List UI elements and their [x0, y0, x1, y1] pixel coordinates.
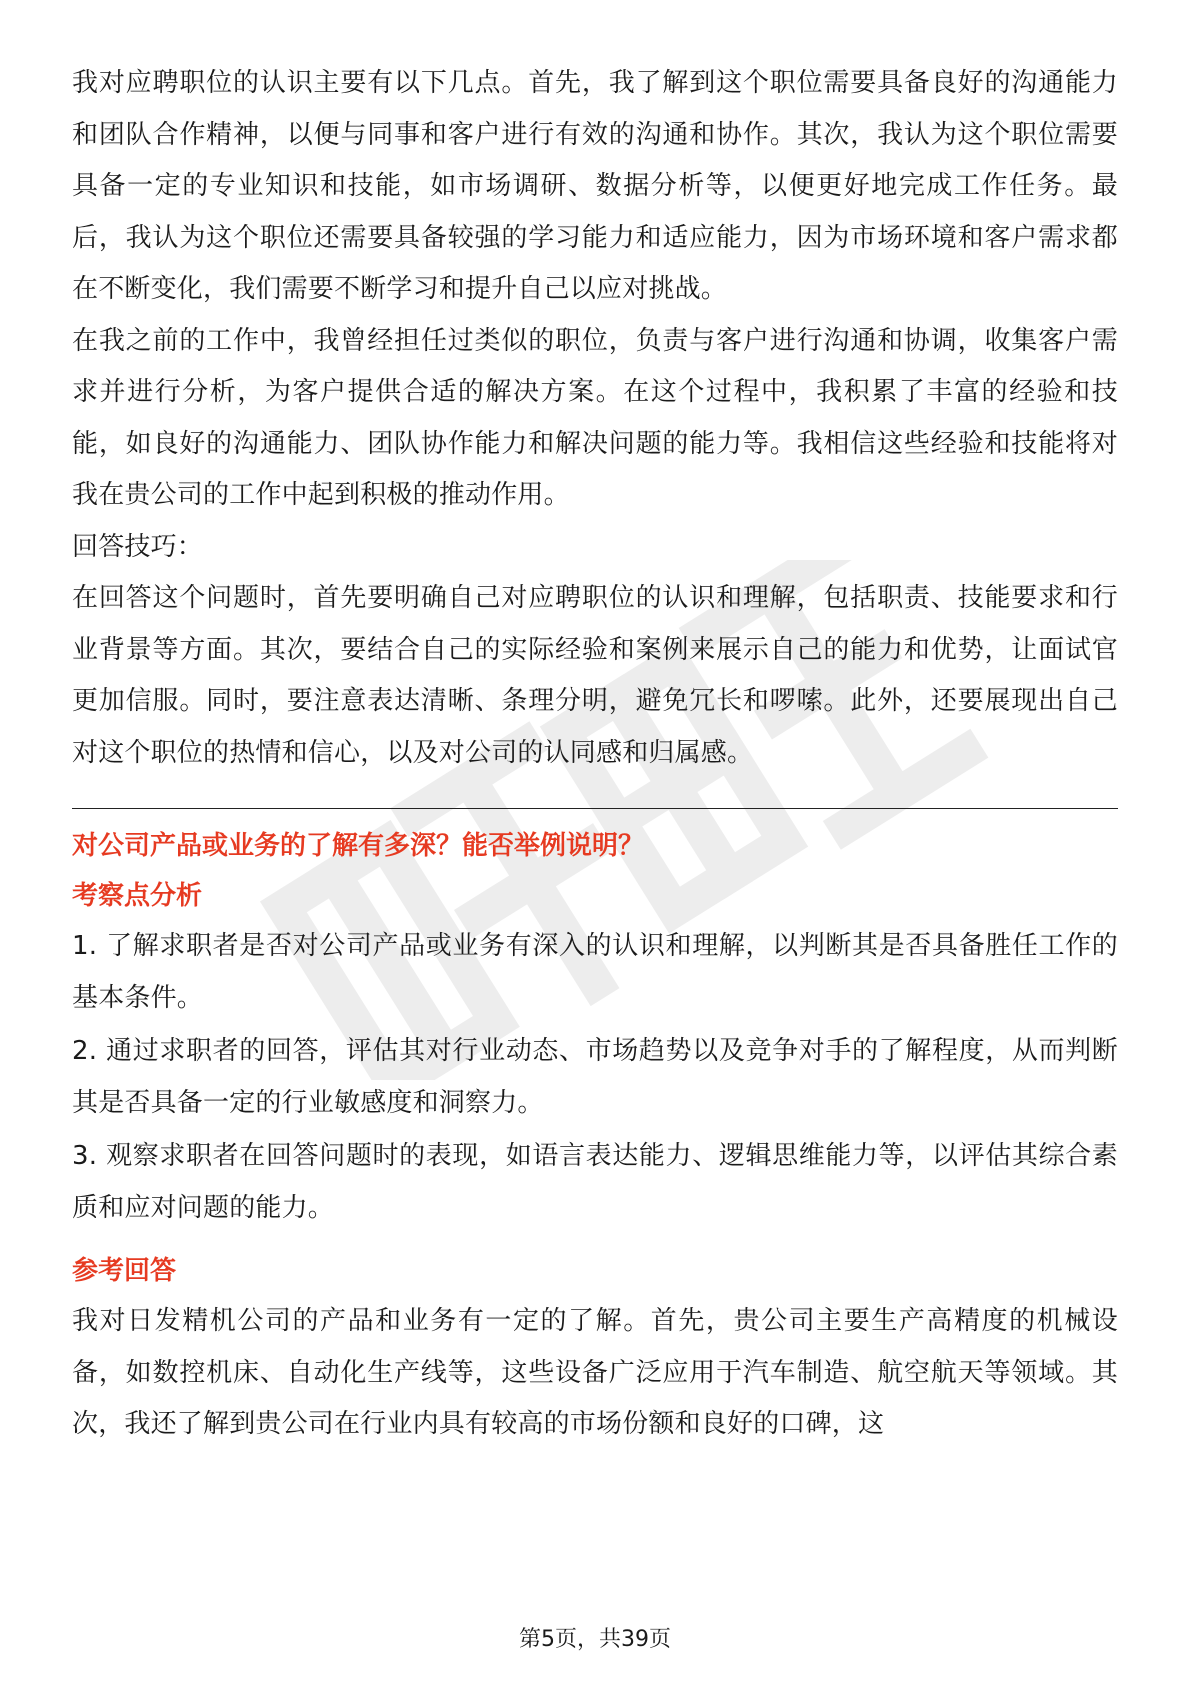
reference-heading: 参考回答: [72, 1256, 177, 1286]
question-heading: 对公司产品或业务的了解有多深？能否举例说明？: [72, 831, 645, 861]
reference-answer-paragraph: 我对日发精机公司的产品和业务有一定的了解。首先，贵公司主要生产高精度的机械设备，如数控机床、自动化生产线等，这些设备广泛应用于汽车制造、航空航天等领域。其次，我还了解到贵公司在行业内具有较高的市场份额和良好的口碑，这: [72, 1306, 1118, 1439]
experience-paragraph: 在我之前的工作中，我曾经担任过类似的职位，负责与客户进行沟通和协调，收集客户需求并进行分析，为客户提供合适的解决方案。在这个过程中，我积累了丰富的经验和技能，如良好的沟通能力、团队协作能力和解决问题的能力等。我相信这些经验和技能将对我在贵公司的工作中起到积极的推动作用。: [72, 325, 1118, 510]
section-divider: [72, 808, 1118, 809]
analysis-item-1: 1. 了解求职者是否对公司产品或业务有深入的认识和理解，以判断其是否具备胜任工作的基本条件。: [72, 931, 1118, 1013]
tips-paragraph: 在回答这个问题时，首先要明确自己对应聘职位的认识和理解，包括职责、技能要求和行业背景等方面。其次，要结合自己的实际经验和案例来展示自己的能力和优势，让面试官更加信服。同时，要注意表达清晰、条理分明，避免冗长和啰嗦。此外，还要展现出自己对这个职位的热情和信心，以及对公司的认同感和归属感。: [72, 583, 1118, 768]
tips-label: 回答技巧：: [72, 531, 204, 562]
page-number: 第5页，共39页: [519, 1627, 671, 1652]
analysis-heading: 考察点分析: [72, 881, 203, 911]
intro-paragraph: 我对应聘职位的认识主要有以下几点。首先，我了解到这个职位需要具备良好的沟通能力和团队合作精神，以便与同事和客户进行有效的沟通和协作。其次，我认为这个职位需要具备一定的专业知识和技能，如市场调研、数据分析等，以便更好地完成工作任务。最后，我认为这个职位还需要具备较强的学习能力和适应能力，因为市场环境和客户需求都在不断变化，我们需要不断学习和提升自己以应对挑战。: [72, 68, 1118, 304]
document-page: [72, 58, 1118, 1451]
analysis-item-3: 3. 观察求职者在回答问题时的表现，如语言表达能力、逻辑思维能力等，以评估其综合素质和应对问题的能力。: [72, 1141, 1118, 1223]
analysis-item-2: 2. 通过求职者的回答，评估其对行业动态、市场趋势以及竞争对手的了解程度，从而判断其是否具备一定的行业敏感度和洞察力。: [72, 1036, 1118, 1118]
